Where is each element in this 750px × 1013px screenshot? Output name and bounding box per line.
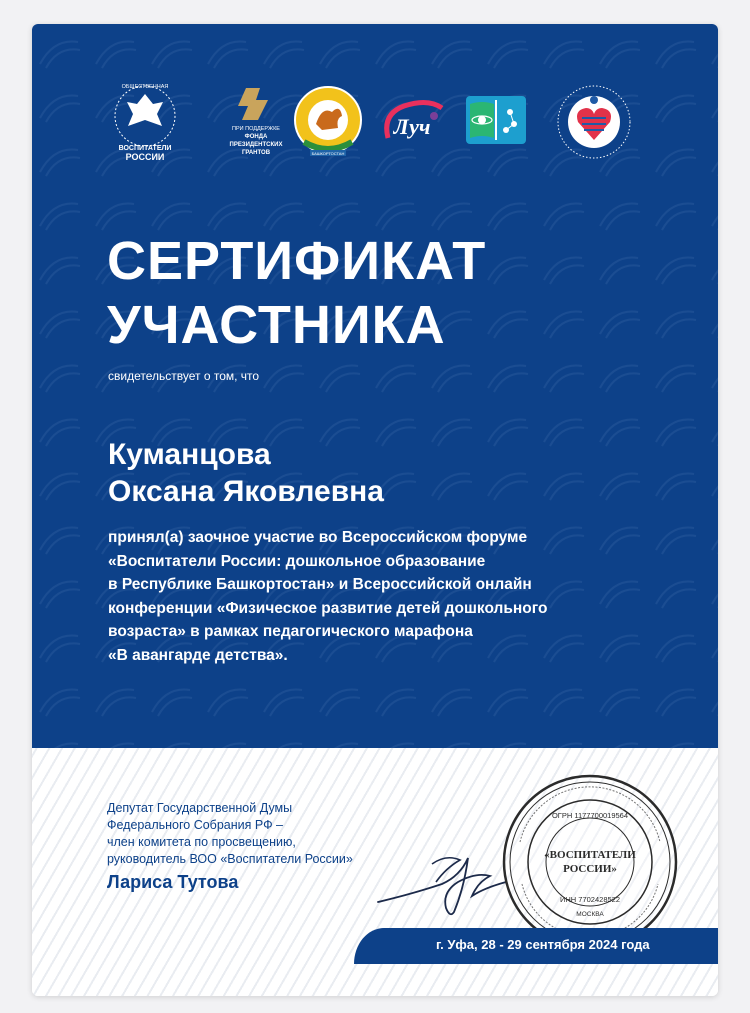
description-line: конференции «Физическое развитие детей дошкольного (108, 599, 548, 617)
signatory-line: Депутат Государственной Думы (107, 801, 293, 815)
stamp-center-line1: «ВОСПИТАТЕЛИ (544, 849, 636, 861)
bashkortostan-label: БАШКОРТОСТАН (311, 151, 345, 156)
presidential-grants-logo (222, 86, 294, 156)
vospitateli-logo-line2: РОССИИ (125, 152, 165, 162)
partner-logos (32, 80, 718, 170)
certificate-card (32, 24, 718, 996)
stamp-inn: ИНН 7702428522 (559, 895, 621, 904)
vospitateli-rossii-logo (104, 80, 186, 162)
certificate-description (108, 526, 668, 667)
recipient-given-names: Оксана Яковлевна (108, 475, 384, 508)
heart-organization-logo (552, 80, 636, 164)
description-line: в Республике Башкортостан» и Всероссийской онлайн (108, 576, 532, 593)
description-line: принял(а) заочное участие во Всероссийском форуме (108, 529, 528, 546)
stamp-center-line2: РОССИИ» (563, 863, 617, 875)
handwritten-signature (372, 842, 512, 922)
luch-logo (378, 94, 448, 150)
signatory-name: Лариса Тутова (107, 872, 239, 892)
description-line: «В авангарде детства». (108, 646, 288, 664)
signatory-line: член комитета по просвещению, (107, 835, 296, 849)
luch-text: Луч (393, 114, 431, 139)
stamp-ogrn: ОГРН 1177700019564 (551, 811, 629, 820)
grants-line1: ПРИ ПОДДЕРЖКЕ (232, 126, 280, 132)
signatory-line: руководитель ВОО «Воспитатели России» (107, 852, 353, 866)
grants-line3: ПРЕЗИДЕНТСКИХ (229, 142, 283, 148)
bashkortostan-emblem (292, 82, 368, 162)
title-line-1: СЕРТИФИКАТ (107, 231, 487, 291)
stamp-city: МОСКВА (576, 911, 604, 918)
signatory-line: Федерального Собрания РФ – (107, 818, 283, 832)
recipient-surname: Куманцова (108, 438, 271, 471)
grants-line4: ГРАНТОВ (241, 150, 271, 156)
certificate-blue-panel (32, 24, 718, 748)
description-line: возраста» в рамках педагогического марафона (108, 623, 473, 640)
certificate-title (107, 229, 486, 357)
vospitateli-logo-top: ОБЩЕСТВЕННАЯ (121, 84, 169, 90)
grants-line2: ФОНДА (244, 134, 268, 140)
event-date-place: г. Уфа, 28 - 29 сентября 2024 года (436, 937, 650, 952)
official-stamp (500, 772, 680, 952)
description-line: «Воспитатели России: дошкольное образование (108, 552, 486, 570)
recipient-name (108, 436, 384, 510)
signatory-position (107, 800, 353, 868)
book-atom-logo (462, 90, 532, 150)
certificate-subtitle: свидетельствует о том, что (108, 369, 260, 383)
title-line-2: УЧАСТНИКА (107, 295, 446, 355)
vospitateli-logo-line1: ВОСПИТАТЕЛИ (118, 145, 172, 152)
